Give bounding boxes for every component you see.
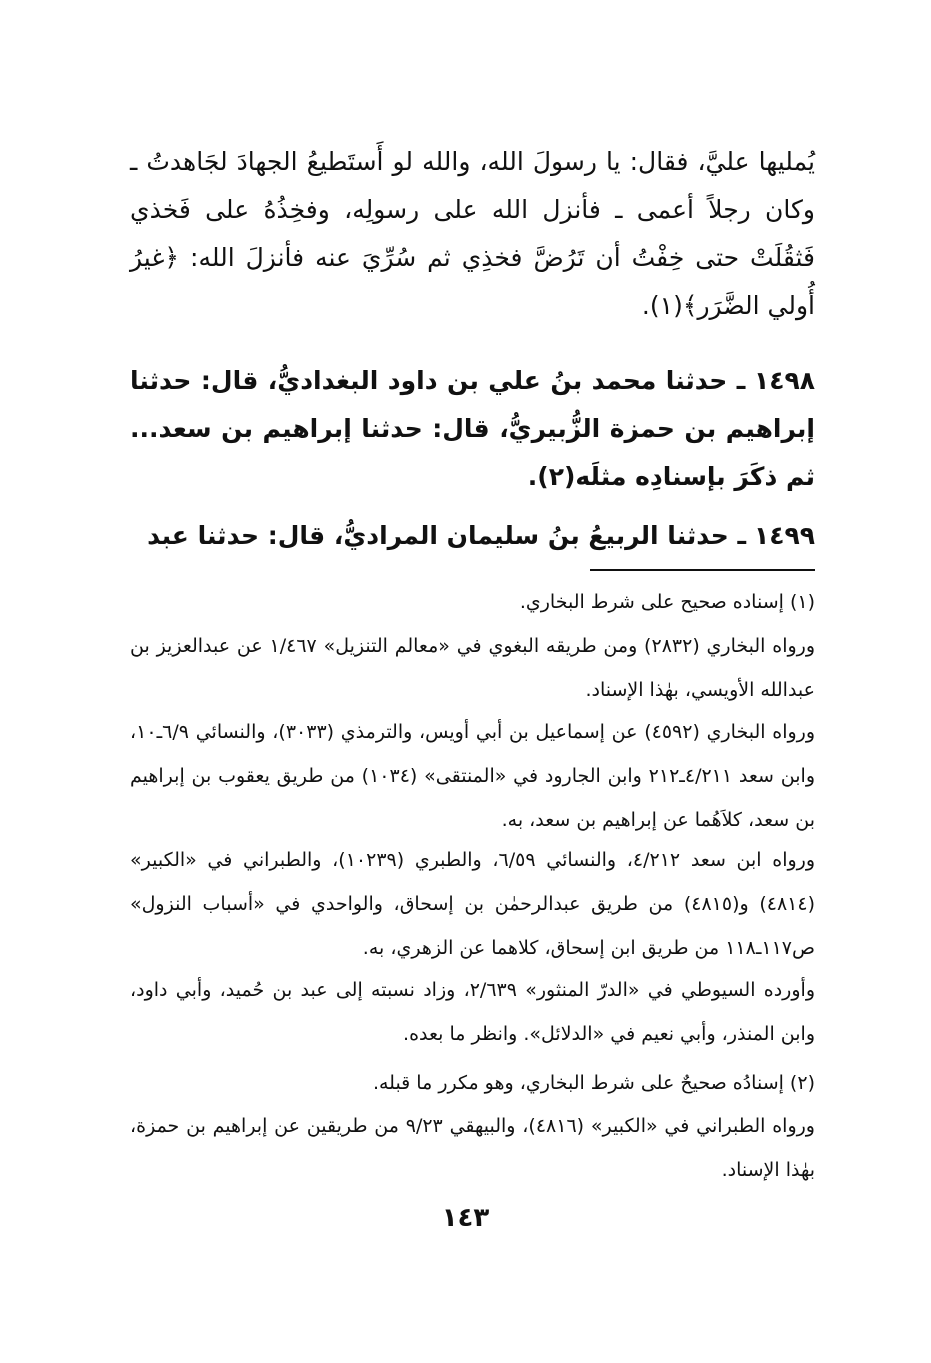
hadith-text: ـ حدثنا الربيعُ بنُ سليمان المراديُّ، قال: حدثنا عبد: [147, 521, 746, 550]
footnote-text: ورواه الطبراني في «الكبير» (٤٨١٦)، والبيهقي ٩/٢٣ من طريقين عن إبراهيم بن حمزة، بهٰذا الإسناد.: [130, 1115, 815, 1181]
footnote-text: (١) إسناده صحيح على شرط البخاري.: [519, 591, 815, 613]
footnote-2-source: [130, 1104, 815, 1192]
footnote-text: ورواه البخاري (٢٨٣٢) ومن طريقه البغوي في «معالم التنزيل» ١/٤٦٧ عن عبدالعزيز بن عبدالله الأويسي، بهٰذا الإسناد.: [130, 635, 816, 701]
hadith-paragraph: [130, 357, 815, 501]
footnote-divider: [590, 569, 815, 571]
hadith-number: ١٤٩٩: [753, 521, 815, 550]
footnote-text: وأورده السيوطي في «الدرّ المنثور» ٢/٦٣٩، وزاد نسبته إلى عبد بن حُميد، وأبي داود، وابن المنذر، وأبي نعيم في «الدلائل». وانظر ما بعده.: [130, 979, 815, 1045]
footnote-1-source-a: [130, 624, 815, 712]
paragraph-text: يُمليها عليَّ، فقال: يا رسولَ الله، والله لو أَستَطيعُ الجهادَ لجَاهدتُ ـ وكان رجلاً أعمى ـ فأنزل الله على رسولِه، وفخِذُهُ على فَخذي فَثقُلَتْ حتى خِفْتُ أن تَرُضَّ فخذِي ثم سُرِّيَ عنه فأنزلَ الله: ﴿غيرُ أُولي الضَّرَر﴾(١).: [130, 147, 815, 320]
hadith-text: ـ حدثنا محمد بنُ علي بن داود البغداديُّ، قال: حدثنا إبراهيم بن حمزة الزُّبيريُّ، قال: حدثنا إبراهيم بن سعد... ثم ذكَرَ بإسنادِه مثلَه(٢).: [130, 366, 815, 491]
footnote-1: [130, 580, 815, 624]
page-number: ١٤٣: [441, 1203, 490, 1233]
footnote-text: ورواه البخاري (٤٥٩٢) عن إسماعيل بن أبي أويس، والترمذي (٣٠٣٣)، والنسائي ٦/٩ـ١٠، وابن سعد ٤/٢١١ـ٢١٢ وابن الجارود في «المنتقى» (١٠٣٤) من طريق يعقوب بن إبراهيم بن سعد، كلاَهُما عن إبراهيم بن سعد، به.: [130, 721, 816, 831]
footnote-1-source-d: [130, 968, 815, 1056]
hadith-number: ١٤٩٨: [753, 366, 815, 395]
footnote-text: (٢) إسنادُه صحيحٌ على شرط البخاري، وهو مكرر ما قبله.: [372, 1072, 815, 1094]
footnote-text: ورواه ابن سعد ٤/٢١٢، والنسائي ٦/٥٩، والطبري (١٠٢٣٩)، والطبراني في «الكبير» (٤٨١٤) و(٤٨١٥) من طريق عبدالرحمٰن بن إسحاق، والواحدي في «أسباب النزول» ص١١٧ـ١١٨ من طريق ابن إسحاق، كلاهما عن الزهري، به.: [130, 849, 816, 959]
footnote-1-source-b: [130, 710, 815, 842]
hadith-1499: [130, 512, 815, 560]
footnote-1-source-c: [130, 838, 815, 970]
footnote-2: [130, 1061, 815, 1105]
hadith-paragraph: [130, 512, 815, 560]
hadith-1498: [130, 357, 815, 501]
main-text-paragraph: [130, 138, 815, 330]
